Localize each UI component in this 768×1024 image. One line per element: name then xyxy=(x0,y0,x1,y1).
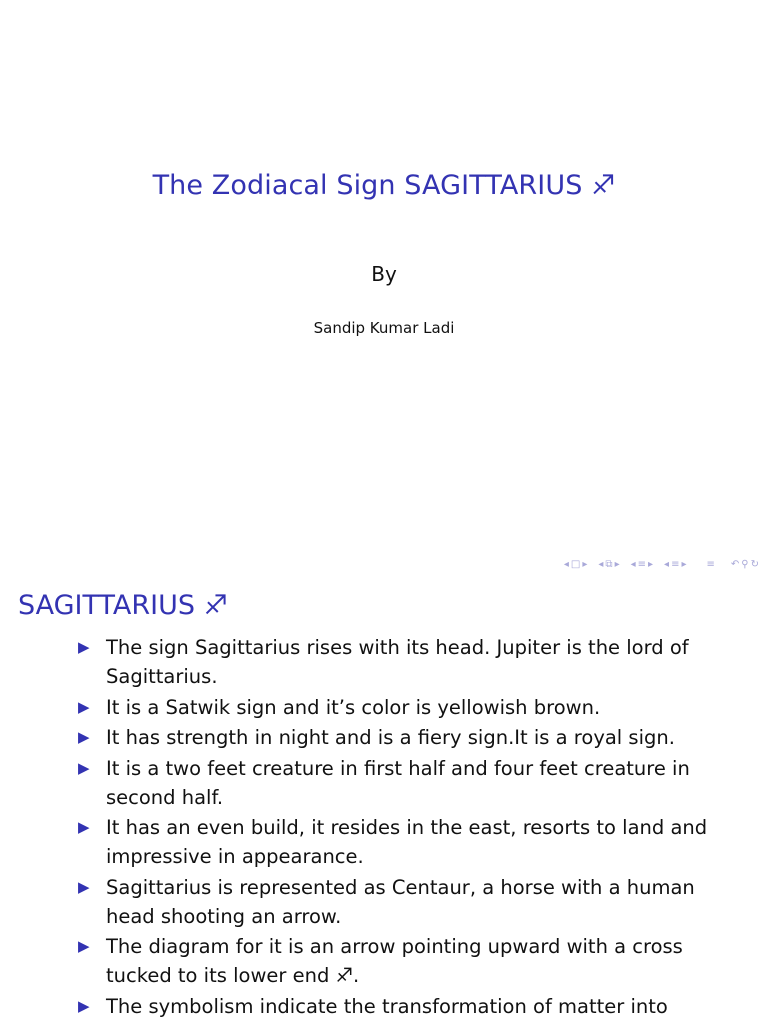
list-item-text: The sign Sagittarius rises with its head. Jupiter is the lord of Sagittarius. xyxy=(106,636,689,688)
triangle-bullet-icon: ▶ xyxy=(78,996,90,1015)
triangle-bullet-icon: ▶ xyxy=(78,937,90,955)
list-item xyxy=(78,932,718,990)
nav-section-controls[interactable] xyxy=(630,559,654,570)
nav-section-icon[interactable]: ≡ xyxy=(637,558,647,570)
list-item-text: The symbolism indicate the transformation of matter into xyxy=(106,994,668,1018)
nav-frame-icon[interactable]: □ xyxy=(570,558,581,570)
list-item-text: It has strength in night and is a fiery sign.It is a royal sign. xyxy=(106,726,675,749)
triangle-bullet-icon: ▶ xyxy=(78,638,90,656)
list-item xyxy=(78,633,718,691)
nav-prev-list-icon[interactable]: ◂ xyxy=(664,558,670,570)
nav-search-icon[interactable]: ⚲ xyxy=(741,558,749,570)
bullet-list xyxy=(78,633,718,1022)
list-item xyxy=(78,813,718,871)
nav-subsection-list-controls[interactable] xyxy=(663,559,687,570)
presentation-title: The Zodiacal Sign SAGITTARIUS ♐ xyxy=(152,170,616,201)
triangle-bullet-icon: ▶ xyxy=(78,818,90,836)
nav-next-list-icon[interactable]: ▸ xyxy=(681,558,687,570)
nav-search-controls[interactable] xyxy=(730,559,760,570)
nav-prev-section-icon[interactable]: ◂ xyxy=(630,558,636,570)
list-item xyxy=(78,693,718,722)
frame-title: SAGITTARIUS ♐ xyxy=(18,590,228,621)
nav-next-subsection-icon[interactable]: ▸ xyxy=(614,558,620,570)
list-item xyxy=(78,992,718,1021)
nav-next-section-icon[interactable]: ▸ xyxy=(648,558,654,570)
nav-subsection-controls[interactable] xyxy=(597,559,620,570)
nav-back-icon[interactable]: ↶ xyxy=(730,558,740,570)
triangle-bullet-icon: ▶ xyxy=(78,697,90,716)
author-name: Sandip Kumar Ladi xyxy=(313,319,455,337)
nav-prev-subsection-icon[interactable]: ◂ xyxy=(598,558,604,570)
nav-forward-icon[interactable]: ↻ xyxy=(750,558,759,570)
triangle-bullet-icon: ▶ xyxy=(78,758,90,777)
list-item-text: The diagram for it is an arrow pointing upward with a cross tucked to its lower end ♐. xyxy=(106,935,683,987)
list-item xyxy=(78,873,718,931)
nav-toc-icon[interactable]: ≡ xyxy=(706,558,715,570)
nav-toc-controls[interactable] xyxy=(706,559,716,570)
list-item-text: Sagittarius is represented as Centaur, a horse with a human head shooting an arrow. xyxy=(106,875,695,928)
list-item xyxy=(78,723,718,752)
content-slide xyxy=(0,576,768,1024)
list-item-text: It has an even build, it resides in the east, resorts to land and impressive in appearance. xyxy=(106,816,708,868)
triangle-bullet-icon: ▶ xyxy=(78,877,90,896)
beamer-navigation-bar xyxy=(554,557,760,571)
nav-prev-frame-icon[interactable]: ◂ xyxy=(563,558,569,570)
triangle-bullet-icon: ▶ xyxy=(78,728,90,746)
list-item-text: It is a two feet creature in first half and four feet creature in second half. xyxy=(106,756,690,809)
nav-list-icon[interactable]: ≡ xyxy=(671,558,680,570)
nav-next-frame-icon[interactable]: ▸ xyxy=(582,558,588,570)
nav-subsection-icon[interactable]: ⧉ xyxy=(605,558,613,570)
list-item-text: It is a Satwik sign and it’s color is yellowish brown. xyxy=(106,695,601,719)
list-item xyxy=(78,754,718,812)
by-label: By xyxy=(371,262,397,286)
nav-frame-controls[interactable] xyxy=(563,559,589,570)
